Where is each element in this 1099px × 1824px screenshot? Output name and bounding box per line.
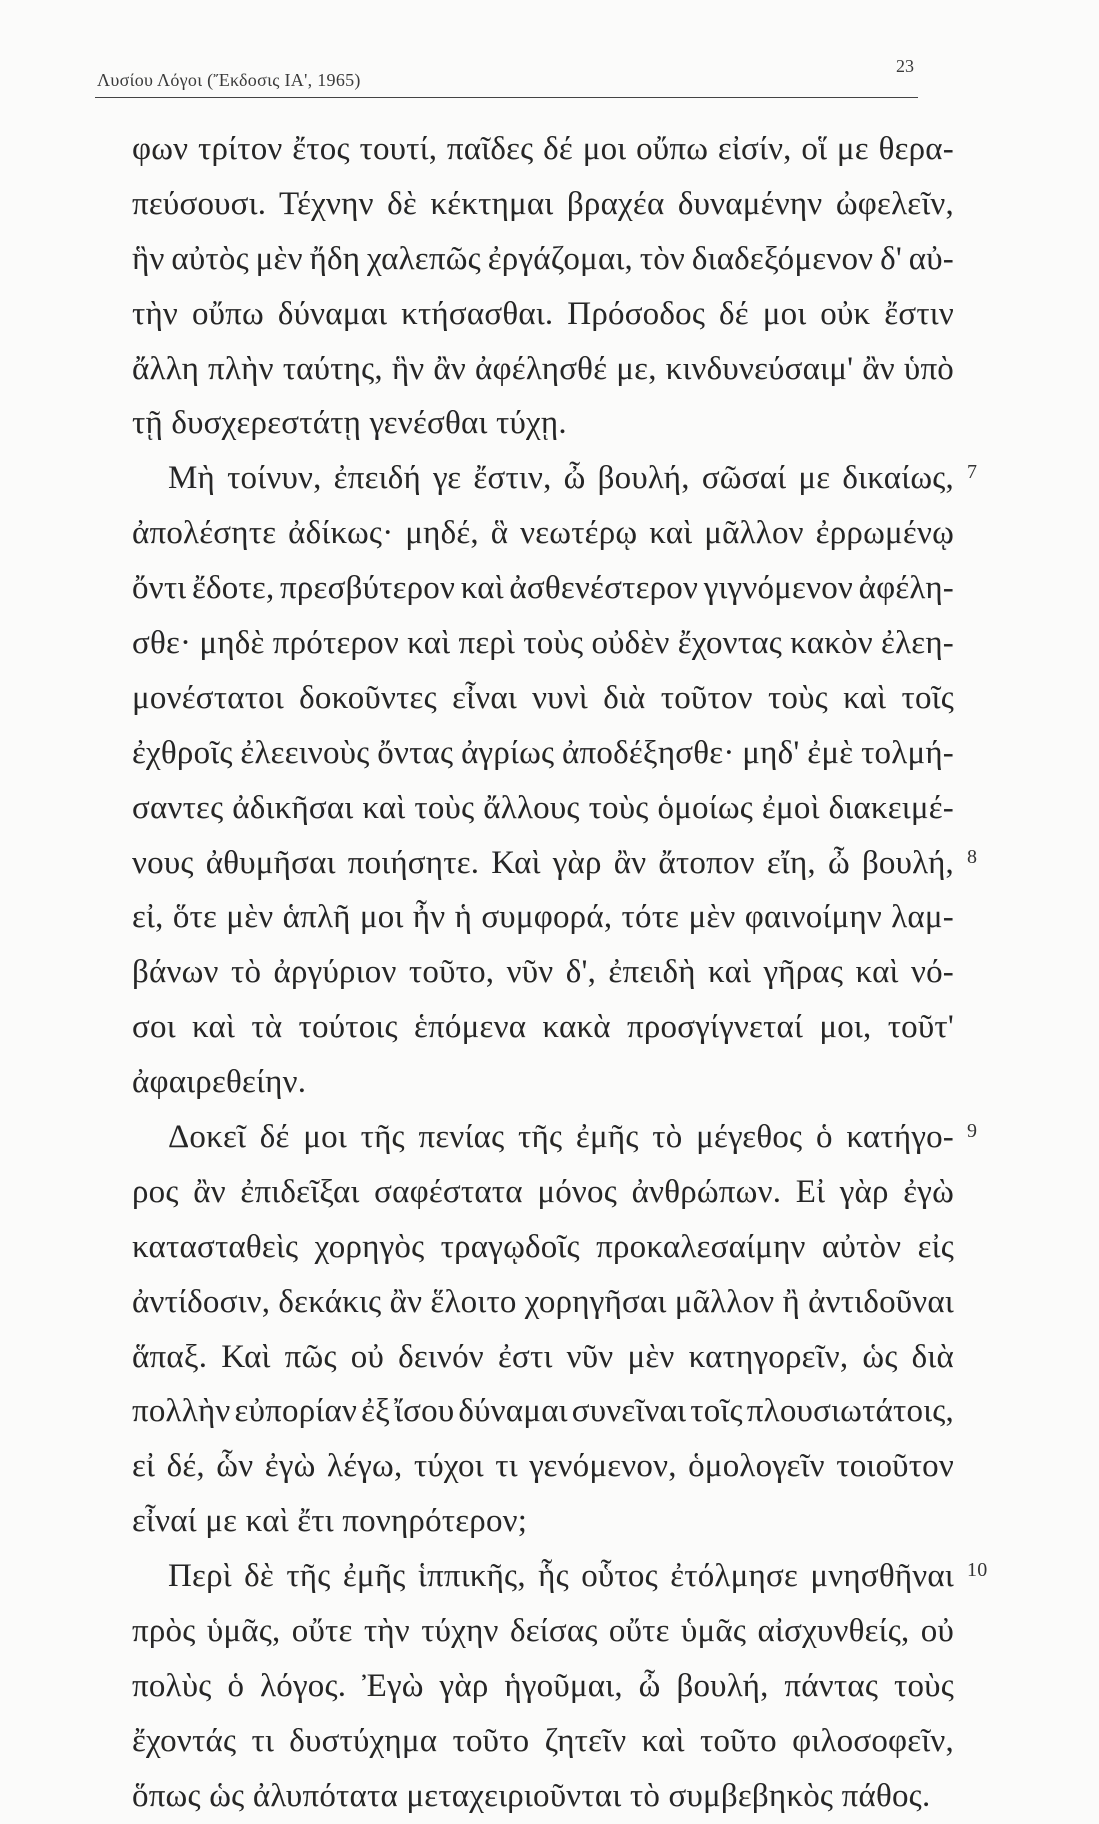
line-text: νους ἀθυμῆσαι ποιήσητε. Καὶ γὰρ ἂν ἄτοπον εἴη, ὦ βουλή,: [132, 844, 954, 881]
line-text: Μὴ τοίνυν, ἐπειδή γε ἔστιν, ὦ βουλή, σῶσαί με δικαίως,: [168, 460, 954, 497]
line-text: ἅπαξ. Καὶ πῶς οὐ δεινόν ἐστι νῦν μὲν κατηγορεῖν, ὡς διὰ: [132, 1338, 954, 1375]
line-text: εἰ, ὅτε μὲν ἁπλῆ μοι ἦν ἡ συμφορά, τότε μὲν φαινοίμην λαμ-: [132, 899, 954, 936]
line-text: σθε· μηδὲ πρότερον καὶ περὶ τοὺς οὐδὲν ἔχοντας κακὸν ἐλεη-: [132, 625, 954, 662]
text-line: [132, 1714, 962, 1769]
text-line: [132, 177, 962, 232]
line-text: εἰ δέ, ὧν ἐγὼ λέγω, τύχοι τι γενόμενον, ὁμολογεῖν τοιοῦτον: [132, 1448, 954, 1485]
text-line: [132, 1275, 962, 1330]
line-text: ὅπως ὡς ἀλυπότατα μεταχειριοῦνται τὸ συμβεβηκὸς πάθος.: [132, 1777, 931, 1814]
text-line: [132, 396, 962, 451]
line-text: πρὸς ὑμᾶς, οὔτε τὴν τύχην δείσας οὔτε ὑμᾶς αἰσχυνθείς, οὐ: [132, 1613, 954, 1650]
text-line: [132, 781, 962, 836]
line-text: Δοκεῖ δέ μοι τῆς πενίας τῆς ἐμῆς τὸ μέγεθος ὁ κατήγο-: [168, 1119, 954, 1156]
text-line: [132, 561, 962, 616]
line-text: βάνων τὸ ἀργύριον τοῦτο, νῦν δ', ἐπειδὴ καὶ γῆρας καὶ νό-: [132, 954, 954, 991]
text-line: [132, 1000, 962, 1055]
text-line: [132, 1384, 962, 1439]
section-number: 10: [967, 1559, 988, 1582]
header-rule: [95, 97, 918, 98]
text-line: [132, 1165, 962, 1220]
line-text: σαντες ἀδικῆσαι καὶ τοὺς ἄλλους τοὺς ὁμοίως ἐμοὶ διακειμέ-: [132, 789, 954, 826]
line-text: εἶναί με καὶ ἔτι πονηρότερον;: [132, 1503, 528, 1540]
line-text: ἀφαιρεθείην.: [132, 1064, 307, 1101]
line-text: ἐχθροῖς ἐλεεινοὺς ὄντας ἀγρίως ἀποδέξησθε· μηδ' ἐμὲ τολμή-: [132, 734, 954, 771]
text-line: [132, 945, 962, 1000]
text-line: [132, 726, 962, 781]
text-line: [132, 1220, 962, 1275]
line-text: Περὶ δὲ τῆς ἐμῆς ἱππικῆς, ἧς οὗτος ἐτόλμησε μνησθῆναι: [168, 1558, 954, 1595]
text-line: [132, 1110, 978, 1165]
text-line: [132, 1439, 962, 1494]
running-title: Λυσίου Λόγοι (Ἔκδοσις ΙΑ', 1965): [97, 70, 361, 90]
text-line: [132, 890, 962, 945]
text-line: [132, 671, 962, 726]
text-line: [132, 1549, 988, 1604]
text-line: [132, 1055, 962, 1110]
line-text: ἀπολέσητε ἀδίκως· μηδέ, ἃ νεωτέρῳ καὶ μᾶλλον ἐρρωμένῳ: [132, 515, 954, 552]
line-text: ρος ἂν ἐπιδεῖξαι σαφέστατα μόνος ἀνθρώπων. Εἰ γὰρ ἐγὼ: [132, 1173, 954, 1210]
line-text: ἣν αὐτὸς μὲν ἤδη χαλεπῶς ἐργάζομαι, τὸν διαδεξόμενον δ' αὐ-: [132, 240, 954, 277]
text-line: [132, 1604, 962, 1659]
text-line: [132, 616, 962, 671]
section-number: 9: [967, 1120, 978, 1143]
line-text: πεύσουσι. Τέχνην δὲ κέκτημαι βραχέα δυναμένην ὠφελεῖν,: [132, 185, 954, 222]
text-line: [132, 506, 962, 561]
text-line: [132, 1769, 962, 1824]
text-line: [132, 1330, 962, 1385]
text-line: [132, 232, 962, 287]
text-line: [132, 1659, 962, 1714]
section-number: 8: [967, 845, 978, 868]
section-number: 7: [967, 461, 978, 484]
text-line: [132, 287, 962, 342]
page-number: 23: [896, 56, 914, 76]
text-body: [132, 122, 988, 1824]
line-text: σοι καὶ τὰ τούτοις ἑπόμενα κακὰ προσγίγνεταί μοι, τοῦτ': [132, 1009, 954, 1046]
text-line: [132, 1494, 962, 1549]
line-text: ἔχοντάς τι δυστύχημα τοῦτο ζητεῖν καὶ τοῦτο φιλοσοφεῖν,: [132, 1722, 954, 1759]
line-text: ὄντι ἔδοτε, πρεσβύτερον καὶ ἀσθενέστερον γιγνόμενον ἀφέλη-: [132, 570, 954, 607]
line-text: μονέστατοι δοκοῦντες εἶναι νυνὶ διὰ τοῦτον τοὺς καὶ τοῖς: [132, 679, 954, 716]
text-line: [132, 122, 962, 177]
text-line: [132, 836, 978, 891]
line-text: πολλὴν εὐπορίαν ἐξ ἴσου δύναμαι συνεῖναι τοῖς πλουσιωτάτοις,: [132, 1393, 954, 1430]
line-text: τῇ δυσχερεστάτῃ γενέσθαι τύχῃ.: [132, 405, 567, 442]
text-line: [132, 451, 978, 506]
line-text: φων τρίτον ἔτος τουτί, παῖδες δέ μοι οὔπω εἰσίν, οἵ με θερα-: [132, 131, 954, 167]
line-text: τὴν οὔπω δύναμαι κτήσασθαι. Πρόσοδος δέ μοι οὐκ ἔστιν: [132, 295, 954, 332]
line-text: ἀντίδοσιν, δεκάκις ἂν ἕλοιτο χορηγῆσαι μᾶλλον ἢ ἀντιδοῦναι: [132, 1283, 954, 1320]
line-text: ἄλλη πλὴν ταύτης, ἣν ἂν ἀφέλησθέ με, κινδυνεύσαιμ' ἂν ὑπὸ: [132, 350, 954, 387]
line-text: κατασταθεὶς χορηγὸς τραγῳδοῖς προκαλεσαίμην αὐτὸν εἰς: [132, 1228, 954, 1265]
line-text: πολὺς ὁ λόγος. Ἐγὼ γὰρ ἡγοῦμαι, ὦ βουλή, πάντας τοὺς: [132, 1667, 954, 1704]
text-line: [132, 342, 962, 397]
